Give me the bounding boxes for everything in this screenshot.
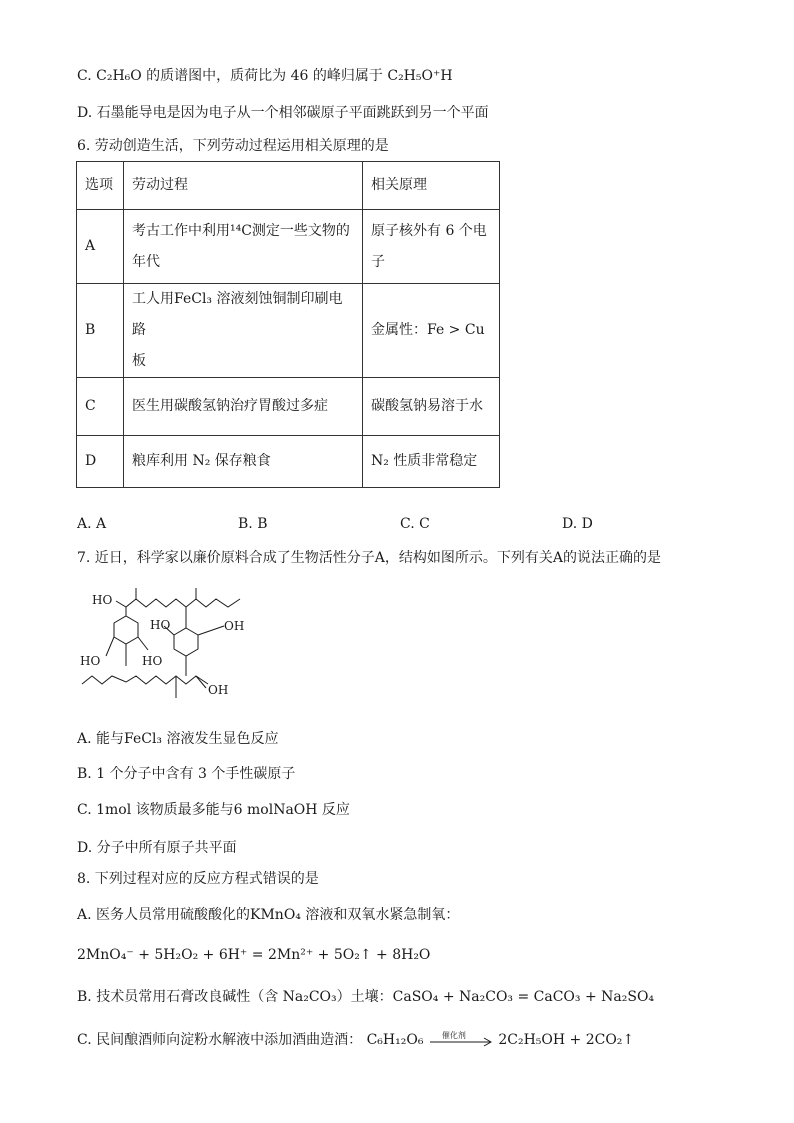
ho-label: HO [80,654,101,668]
header-principle: 相关原理 [363,162,500,210]
row-process [124,210,363,284]
q8-option-c [77,1030,634,1050]
q7-option-d: D. 分子中所有原子共平面 [77,840,237,856]
catalyst-label: 催化剂 [441,1031,466,1040]
q6-stem: 6. 劳动创造生活，下列劳动过程运用相关原理的是 [77,138,389,154]
row-process: 医生用碳酸氢钠治疗胃酸过多症 [124,378,363,436]
row-principle: N₂ 性质非常稳定 [363,436,500,488]
q8-equation-a: 2MnO₄⁻ + 5H₂O₂ + 6H⁺ = 2Mn²⁺ + 5O₂↑ + 8H₂O [77,947,431,963]
molecule-structure-diagram [78,584,258,706]
table-row [77,284,500,378]
q7-option-a: A. 能与FeCl₃ 溶液发生显色反应 [77,731,279,747]
q8-stem: 8. 下列过程对应的反应方程式错误的是 [77,871,319,887]
oh-label: OH [208,683,229,697]
equation-right: 2C₂H₅OH + 2CO₂↑ [498,1032,635,1048]
table-row [77,378,500,436]
row-option: A [77,210,124,284]
choice-a: A. A [77,516,107,532]
process-line: 考古工作中利用¹⁴C测定一些文物的 [132,222,350,239]
option-c-text: C. 民间酿酒师向淀粉水解液中添加酒曲造酒： [77,1032,363,1048]
reaction-arrow [428,1030,494,1050]
ho-label: HO [92,593,113,607]
principle-line: 原子核外有 6 个电 [371,222,487,239]
row-principle [363,210,500,284]
q5-option-c: C. C₂H₆O 的质谱图中，质荷比为 46 的峰归属于 C₂H₅O⁺H [77,68,453,84]
principle-line: 子 [371,253,385,270]
row-principle: 碳酸氢钠易溶于水 [363,378,500,436]
table-header-row [77,162,500,210]
table-row [77,210,500,284]
process-line: 板 [132,353,146,369]
arrow-icon [428,1030,494,1050]
process-line: 年代 [132,253,160,270]
equation-left: C₆H₁₂O₆ [366,1032,424,1048]
choice-b: B. B [238,516,268,532]
q6-table [76,161,500,488]
row-option: B [77,284,124,378]
choice-c: C. C [400,516,430,532]
q7-option-c: C. 1mol 该物质最多能与6 molNaOH 反应 [77,802,350,818]
q8-option-a: A. 医务人员常用硫酸酸化的KMnO₄ 溶液和双氧水紧急制氧： [77,907,460,923]
ho-label: HO [142,654,163,668]
oh-label: OH [224,619,245,633]
row-option: D [77,436,124,488]
q8-option-b: B. 技术员常用石膏改良碱性（含 Na₂CO₃）土壤：CaSO₄ + Na₂CO₃ = CaCO₃ + Na₂SO₄ [77,989,655,1005]
q7-stem: 7. 近日，科学家以廉价原料合成了生物活性分子A，结构如图所示。下列有关A的说法正确的是 [77,550,662,566]
row-process [124,284,363,378]
q7-option-b: B. 1 个分子中含有 3 个手性碳原子 [77,766,296,782]
header-option: 选项 [77,162,124,210]
row-principle: 金属性：Fe > Cu [363,284,500,378]
row-process: 粮库利用 N₂ 保存粮食 [124,436,363,488]
table-row [77,436,500,488]
row-option: C [77,378,124,436]
process-line: 工人用FeCl₃ 溶液刻蚀铜制印刷电路 [132,291,343,338]
q5-option-d: D. 石墨能导电是因为电子从一个相邻碳原子平面跳跃到另一个平面 [77,105,489,121]
choice-d: D. D [562,516,593,532]
header-process: 劳动过程 [124,162,363,210]
ho-label: HO [150,618,171,632]
